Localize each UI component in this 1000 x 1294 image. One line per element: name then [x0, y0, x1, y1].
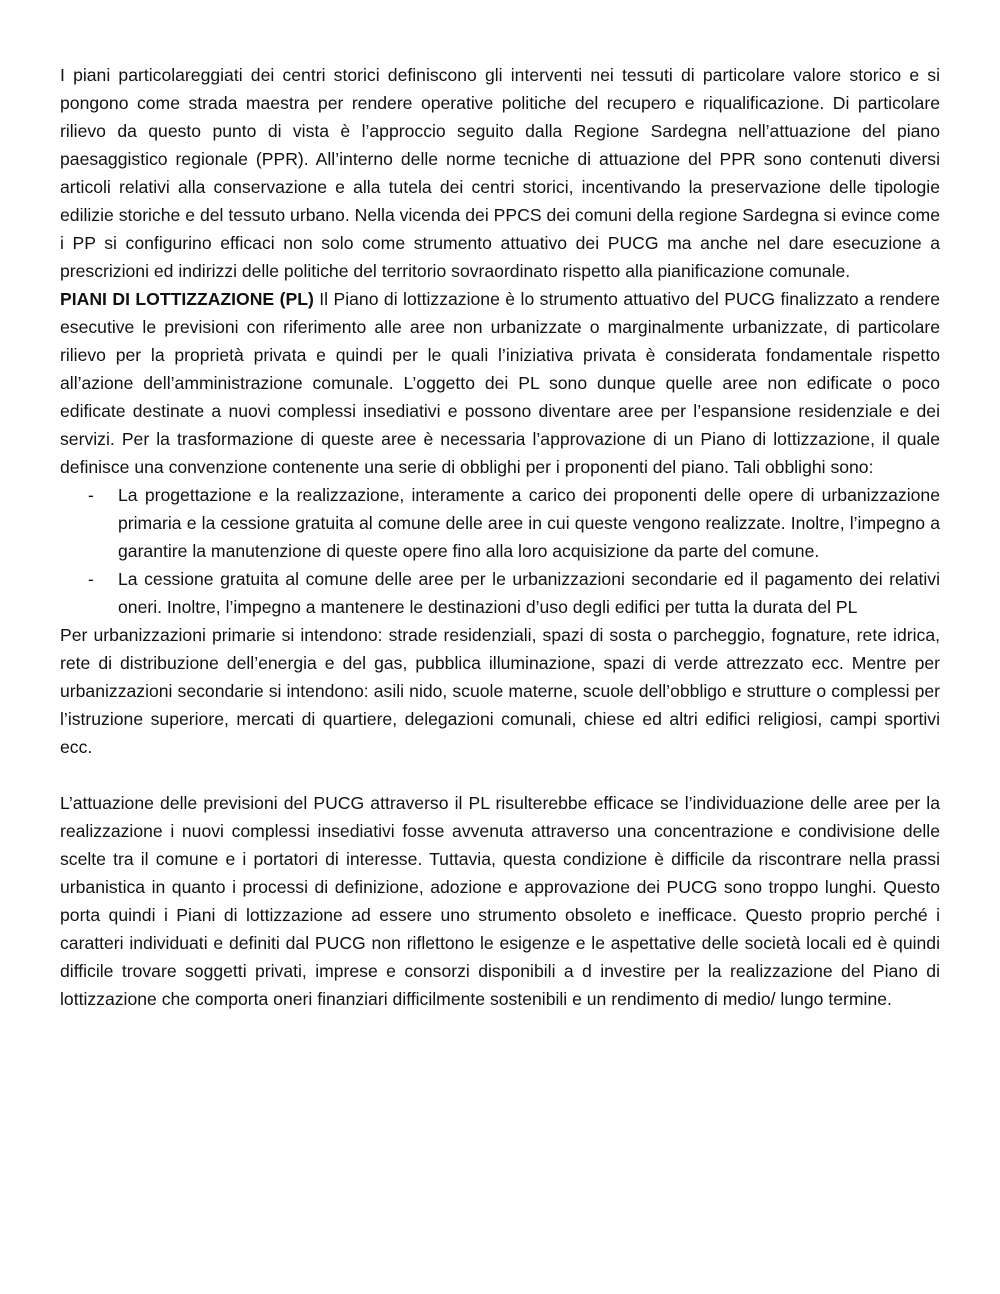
- list-dash: -: [88, 485, 94, 505]
- paragraph-lottizzazione: [60, 285, 940, 481]
- list-dash: -: [88, 569, 94, 589]
- paragraph-pucg-implementation: L’attuazione delle previsioni del PUCG attraverso il PL risulterebbe efficace se l’individuazione delle aree per la realizzazione i nuovi complessi insediativi fosse avvenuta attraverso una concentrazione e condivisione delle scelte tra il comune e i portatori di interesse. Tuttavia, questa condizione è difficile da riscontrare nella prassi urbanistica in quanto i processi di definizione, adozione e approvazione dei PUCG sono troppo lunghi. Questo porta quindi i Piani di lottizzazione ad essere uno strumento obsoleto e inefficace. Questo proprio perché i caratteri individuati e definiti dal PUCG non riflettono le esigenze e le aspettative delle società locali ed è quindi difficile trovare soggetti privati, imprese e consorzi disponibili a d investire per la realizzazione del Piano di lottizzazione che comporta oneri finanziari difficilmente sostenibili e un rendimento di medio/ lungo termine.: [60, 793, 940, 1009]
- list-item-text: La progettazione e la realizzazione, interamente a carico dei proponenti delle opere di urbanizzazione primaria e la cessione gratuita al comune delle aree in cui queste vengono realizzate. Inoltre, l’impegno a garantire la manutenzione di queste opere fino alla loro acquisizione da parte del comune.: [118, 485, 940, 561]
- paragraph-urbanizations: Per urbanizzazioni primarie si intendono: strade residenziali, spazi di sosta o parcheggio, fognature, rete idrica, rete di distribuzione dell’energia e del gas, pubblica illuminazione, spazi di verde attrezzato ecc. Mentre per urbanizzazioni secondarie si intendono: asili nido, scuole materne, scuole dell’obbligo e strutture o complessi per l’istruzione superiore, mercati di quartiere, delegazioni comunali, chiese ed altri edifici religiosi, campi sportivi ecc.: [60, 625, 940, 757]
- paragraph-historic-centers: I piani particolareggiati dei centri storici definiscono gli interventi nei tessuti di particolare valore storico e si pongono come strada maestra per rendere operative politiche del recupero e riqualificazione. Di particolare rilievo da questo punto di vista è l’approccio seguito dalla Regione Sardegna nell’attuazione del piano paesaggistico regionale (PPR). All’interno delle norme tecniche di attuazione del PPR sono contenuti diversi articoli relativi alla conservazione e alla tutela dei centri storici, incentivando la preservazione delle tipologie edilizie storiche e del tessuto urbano. Nella vicenda dei PPCS dei comuni della regione Sardegna si evince come i PP si configurino efficaci non solo come strumento attuativo dei PUCG ma anche nel dare esecuzione a prescrizioni ed indirizzi delle politiche del territorio sovraordinato rispetto alla pianificazione comunale.: [60, 65, 940, 281]
- list-item: [60, 565, 940, 621]
- document-page: [60, 61, 940, 1013]
- list-item: [60, 481, 940, 565]
- obligations-list: [60, 481, 940, 621]
- paragraph-spacer: [60, 761, 940, 789]
- section-heading: PIANI DI LOTTIZZAZIONE (PL): [60, 289, 314, 309]
- list-item-text: La cessione gratuita al comune delle aree per le urbanizzazioni secondarie ed il pagamento dei relativi oneri. Inoltre, l’impegno a mantenere le destinazioni d’uso degli edifici per tutta la durata del PL: [118, 569, 940, 617]
- paragraph-lottizzazione-text: Il Piano di lottizzazione è lo strumento attuativo del PUCG finalizzato a rendere esecutive le previsioni con riferimento alle aree non urbanizzate o marginalmente urbanizzate, di particolare rilievo per la proprietà privata e quindi per le quali l’iniziativa privata è considerata fondamentale rispetto all’azione dell’amministrazione comunale. L’oggetto dei PL sono dunque quelle aree non edificate o poco edificate destinate a nuovi complessi insediativi e possono diventare aree per l’espansione residenziale e dei servizi. Per la trasformazione di queste aree è necessaria l’approvazione di un Piano di lottizzazione, il quale definisce una convenzione contenente una serie di obblighi per i proponenti del piano. Tali obblighi sono:: [60, 289, 940, 477]
